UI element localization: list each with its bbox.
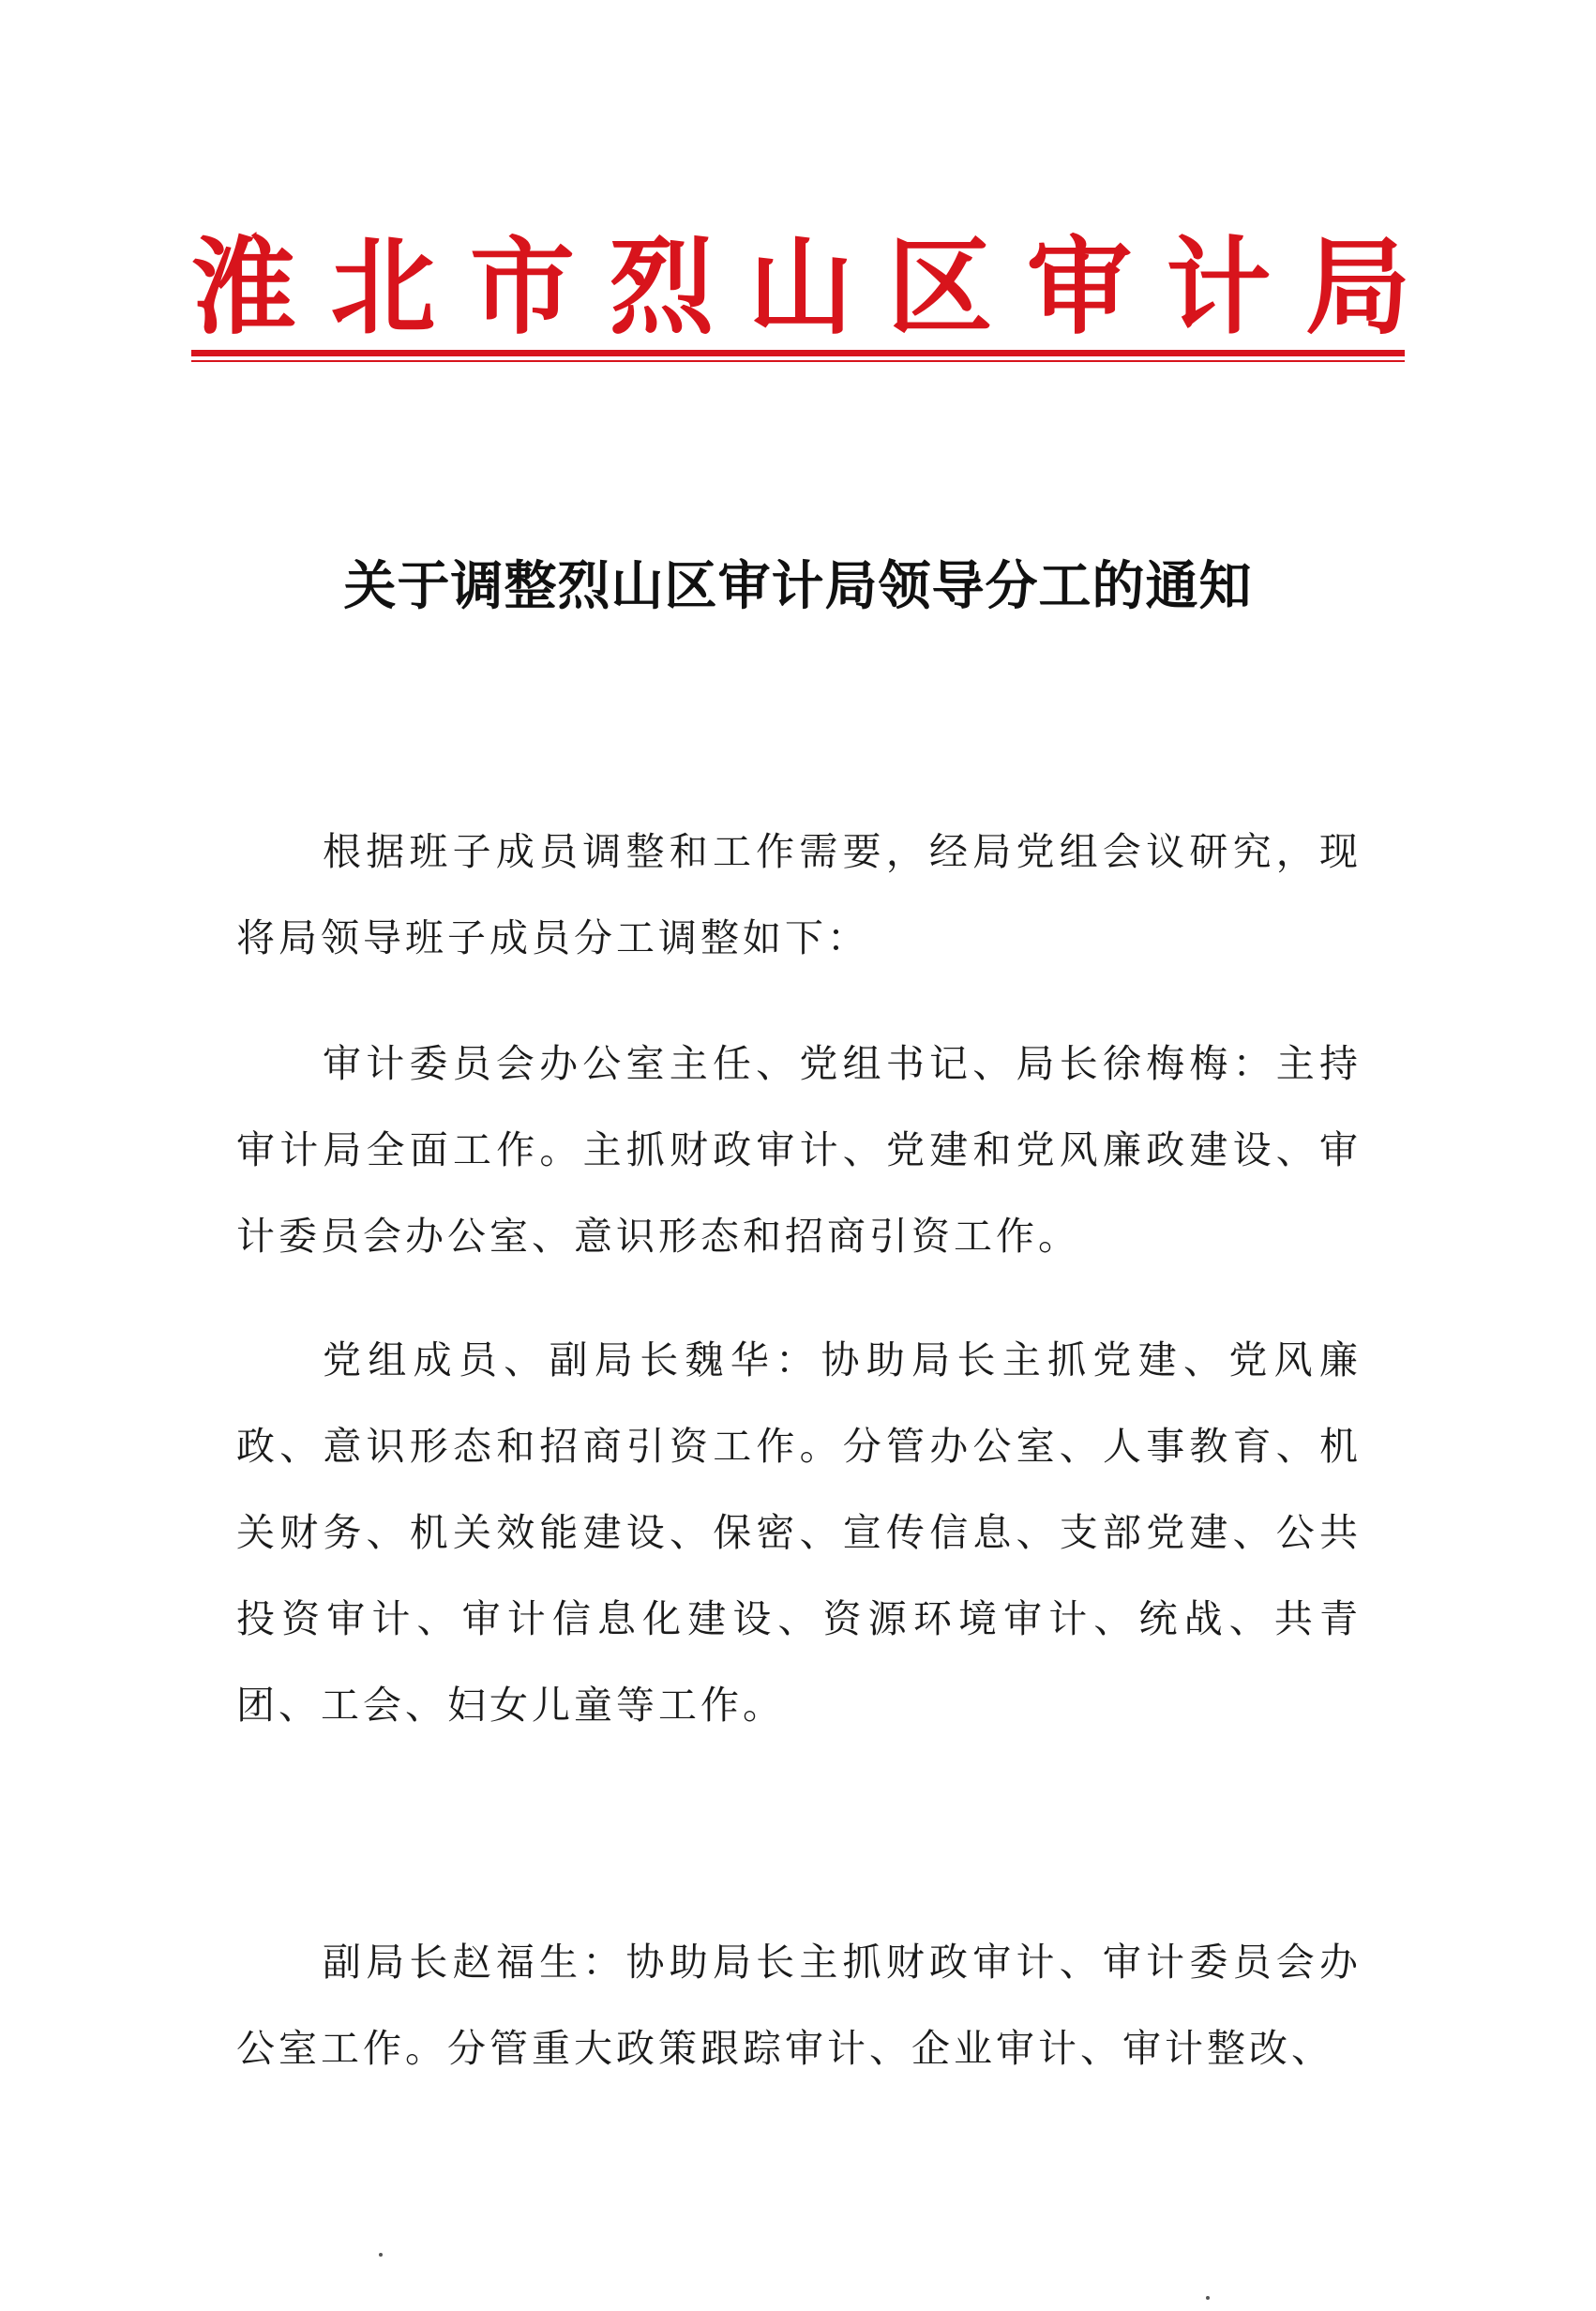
scan-speck xyxy=(379,2253,383,2257)
masthead-char: 市 xyxy=(470,227,575,349)
paragraph-intro xyxy=(236,808,1362,981)
paragraph-deputy-zhaofusheng xyxy=(236,1919,1362,2092)
masthead-char: 北 xyxy=(330,227,436,349)
paragraph-director xyxy=(236,1020,1362,1279)
paragraph-text: 副局长赵福生：协助局长主抓财政审计、审计委员会办公室工作。分管重大政策跟踪审计、企业审计、审计整改、 xyxy=(236,1940,1362,2071)
masthead-char: 局 xyxy=(1305,227,1410,349)
masthead-char: 山 xyxy=(748,227,853,349)
org-masthead xyxy=(191,218,1410,358)
masthead-char: 区 xyxy=(887,227,993,349)
masthead-red-rule-thin xyxy=(191,360,1405,362)
paragraph-text: 根据班子成员调整和工作需要，经局党组会议研究，现将局领导班子成员分工调整如下： xyxy=(236,829,1362,960)
masthead-char: 计 xyxy=(1166,227,1272,349)
paragraph-deputy-weihua xyxy=(236,1317,1362,1748)
masthead-char: 淮 xyxy=(191,227,296,349)
document-title: 关于调整烈山区审计局领导分工的通知 xyxy=(343,556,1253,617)
masthead-char: 烈 xyxy=(609,227,715,349)
masthead-char: 审 xyxy=(1027,227,1132,349)
paragraph-text: 党组成员、副局长魏华：协助局长主抓党建、党风廉政、意识形态和招商引资工作。分管办公室、人事教育、机关财务、机关效能建设、保密、宣传信息、支部党建、公共投资审计、审计信息化建设、资源环境审计、统战、共青团、工会、妇女儿童等工作。 xyxy=(236,1337,1362,1728)
masthead-red-rule xyxy=(191,350,1405,356)
paragraph-text: 审计委员会办公室主任、党组书记、局长徐梅梅：主持审计局全面工作。主抓财政审计、党建和党风廉政建设、审计委员会办公室、意识形态和招商引资工作。 xyxy=(236,1041,1362,1259)
scan-speck xyxy=(1206,2296,1210,2300)
